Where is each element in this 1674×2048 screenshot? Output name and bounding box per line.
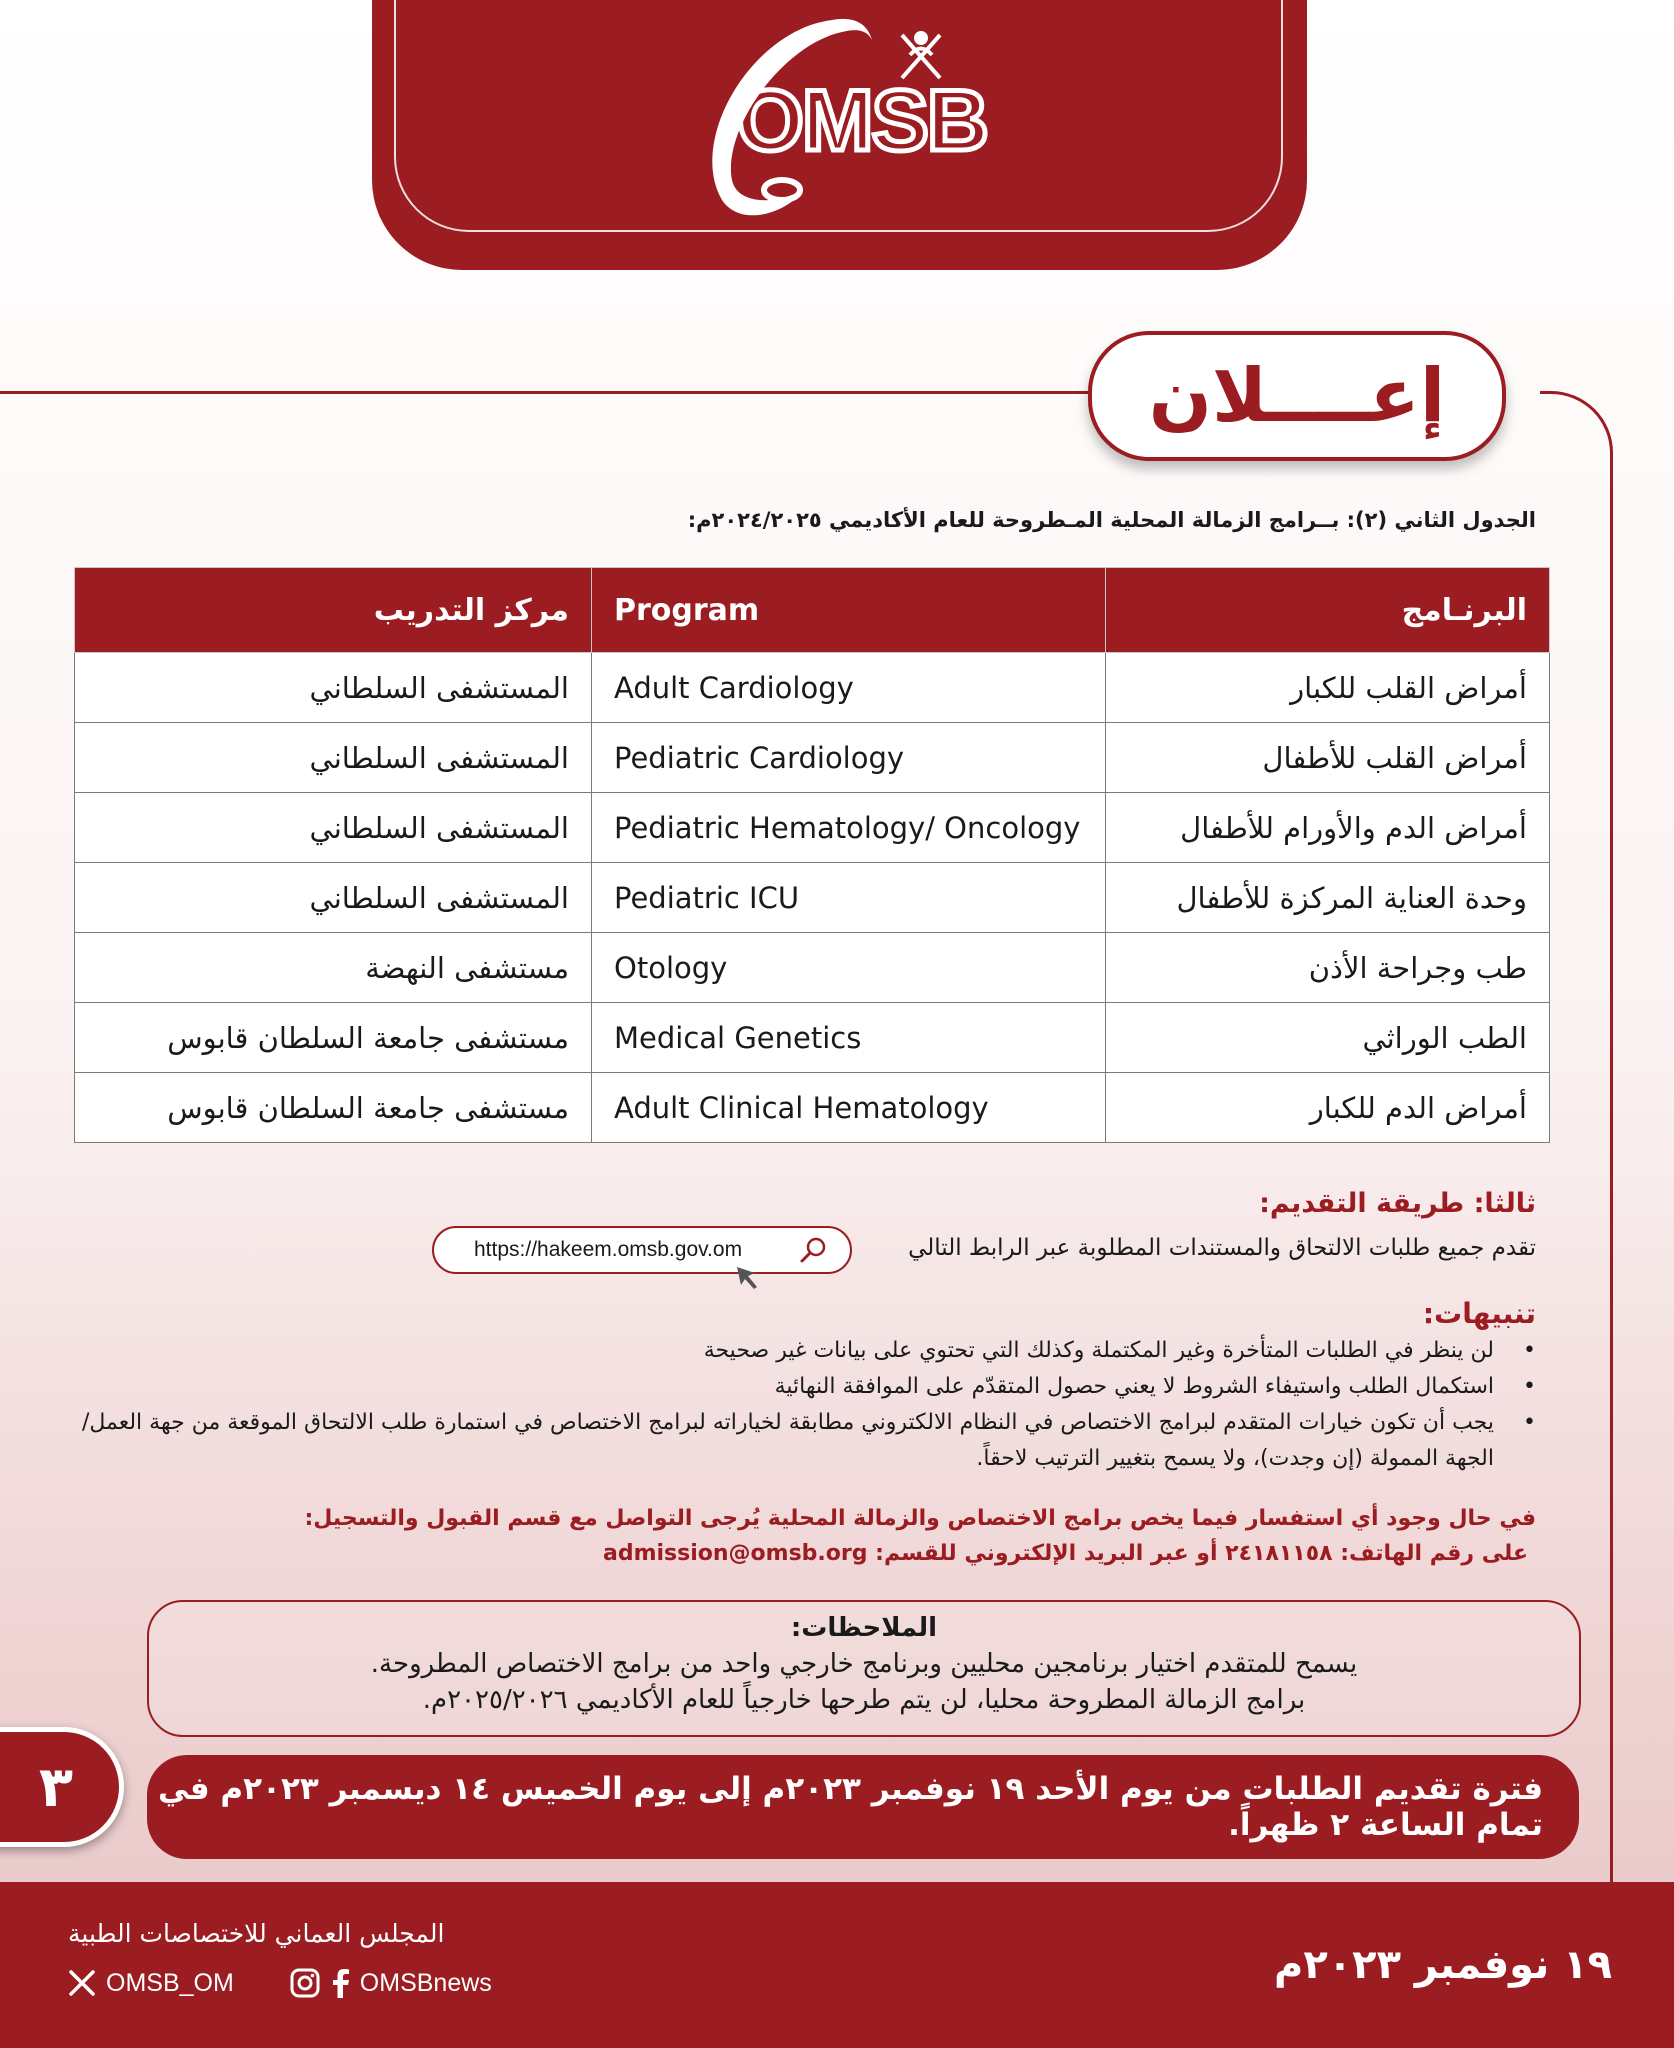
announcement-title: إعــــلان: [1088, 331, 1506, 461]
header-training-center: مركز التدريب: [75, 568, 592, 653]
svg-text:OMSB: OMSB: [737, 73, 987, 169]
notes-line: برامج الزمالة المطروحة محليا، لن يتم طرحها خارجياً للعام الأكاديمي ٢٠٢٥/٢٠٢٦م.: [422, 1685, 1306, 1715]
deadline-text: فترة تقديم الطلبات من يوم الأحد ١٩ نوفمبر ٢٠٢٣م إلى يوم الخميس ١٤ ديسمبر ٢٠٢٣م في تمام الساعة ٢ ظهراً.: [157, 1771, 1543, 1843]
notes-box: [147, 1600, 1581, 1737]
cell-program-ar: أمراض القلب للأطفال: [1106, 723, 1550, 793]
footer-organization: المجلس العماني للاختصاصات الطبية: [68, 1919, 445, 1948]
cell-center: مستشفى جامعة السلطان قابوس: [75, 1003, 592, 1073]
notes-line: يسمح للمتقدم اختيار برنامجين محليين وبرنامج خارجي واحد من برامج الاختصاص المطروحة.: [370, 1649, 1358, 1679]
contact-intro: في حال وجود أي استفسار فيما يخص برامج الاختصاص والزمالة المحلية يُرجى التواصل مع قسم القبول والتسجيل:: [304, 1506, 1536, 1531]
page-number: ٣: [0, 1727, 124, 1847]
facebook-handle[interactable]: OMSBnews: [359, 1968, 492, 1997]
mouse-pointer-icon: [735, 1265, 761, 1291]
publication-date: ١٩ نوفمبر ٢٠٢٣م: [1274, 1942, 1612, 1988]
cell-program-ar: أمراض الدم للكبار: [1106, 1073, 1550, 1143]
list-item: • استكمال الطلب واستيفاء الشروط لا يعني حصول المتقدّم على الموافقة النهائية: [56, 1369, 1536, 1405]
table-row: [75, 933, 1550, 1003]
table-row: [75, 653, 1550, 723]
footer-social-links: [68, 1968, 492, 1998]
omsb-logo: [682, 0, 1002, 230]
cell-center: مستشفى جامعة السلطان قابوس: [75, 1073, 592, 1143]
header-program-en: Program: [592, 568, 1106, 653]
list-item: • لن ينظر في الطلبات المتأخرة وغير المكتملة وكذلك التي تحتوي على بيانات غير صحيحة: [56, 1333, 1536, 1369]
notes-title: الملاحظات:: [790, 1613, 938, 1643]
table-header-row: [75, 568, 1550, 653]
application-url-link[interactable]: [432, 1226, 852, 1274]
table-row: [75, 1073, 1550, 1143]
table-row: [75, 723, 1550, 793]
apply-heading: ثالثا: طريقة التقديم:: [1259, 1188, 1536, 1219]
search-icon: [798, 1235, 828, 1265]
application-url[interactable]: https://hakeem.omsb.gov.om: [474, 1238, 743, 1261]
cell-program-en: Adult Cardiology: [592, 653, 1106, 723]
cell-center: المستشفى السلطاني: [75, 653, 592, 723]
list-item: • يجب أن تكون خيارات المتقدم لبرامج الاختصاص في النظام الالكتروني مطابقة لخياراته لبرامج الاختصاص في استمارة طلب الالتحاق الموقعة من جهة العمل/الجهة الممولة (إن وجدت)، ولا يسمح بتغيير الترتيب لاحقاً.: [56, 1405, 1536, 1477]
cell-center: المستشفى السلطاني: [75, 863, 592, 933]
cell-program-en: Otology: [592, 933, 1106, 1003]
cell-program-ar: طب وجراحة الأذن: [1106, 933, 1550, 1003]
cell-program-ar: أمراض الدم والأورام للأطفال: [1106, 793, 1550, 863]
footer: [0, 1882, 1674, 2048]
instagram-icon[interactable]: [290, 1968, 320, 1998]
header-program-ar: البرنـامج: [1106, 568, 1550, 653]
header-banner: [372, 0, 1307, 270]
cell-center: المستشفى السلطاني: [75, 793, 592, 863]
cell-program-en: Medical Genetics: [592, 1003, 1106, 1073]
cell-program-en: Pediatric Cardiology: [592, 723, 1106, 793]
apply-text: تقدم جميع طلبات الالتحاق والمستندات المطلوبة عبر الرابط التالي: [908, 1235, 1536, 1261]
cell-center: مستشفى النهضة: [75, 933, 592, 1003]
facebook-icon[interactable]: [330, 1968, 350, 1998]
deadline-banner: [147, 1755, 1579, 1859]
notices-list: [56, 1333, 1536, 1477]
cell-program-en: Adult Clinical Hematology: [592, 1073, 1106, 1143]
cell-center: المستشفى السلطاني: [75, 723, 592, 793]
x-handle[interactable]: OMSB_OM: [106, 1968, 234, 1997]
table-row: [75, 1003, 1550, 1073]
fellowship-programs-table: [74, 567, 1550, 1143]
table-row: [75, 863, 1550, 933]
table-row: [75, 793, 1550, 863]
x-icon[interactable]: [68, 1969, 96, 1997]
cell-program-ar: وحدة العناية المركزة للأطفال: [1106, 863, 1550, 933]
cell-program-ar: الطب الوراثي: [1106, 1003, 1550, 1073]
cell-program-ar: أمراض القلب للكبار: [1106, 653, 1550, 723]
notices-heading: تنبيهات:: [1422, 1297, 1536, 1330]
contact-details: على رقم الهاتف: ٢٤١٨١١٥٨ أو عبر البريد الإلكتروني للقسم: admission@omsb.org: [602, 1541, 1528, 1566]
table-caption: الجدول الثاني (٢): بــرامج الزمالة المحلية المـطروحة للعام الأكاديمي ٢٠٢٤/٢٠٢٥م:: [687, 508, 1536, 532]
cell-program-en: Pediatric Hematology/ Oncology: [592, 793, 1106, 863]
cell-program-en: Pediatric ICU: [592, 863, 1106, 933]
